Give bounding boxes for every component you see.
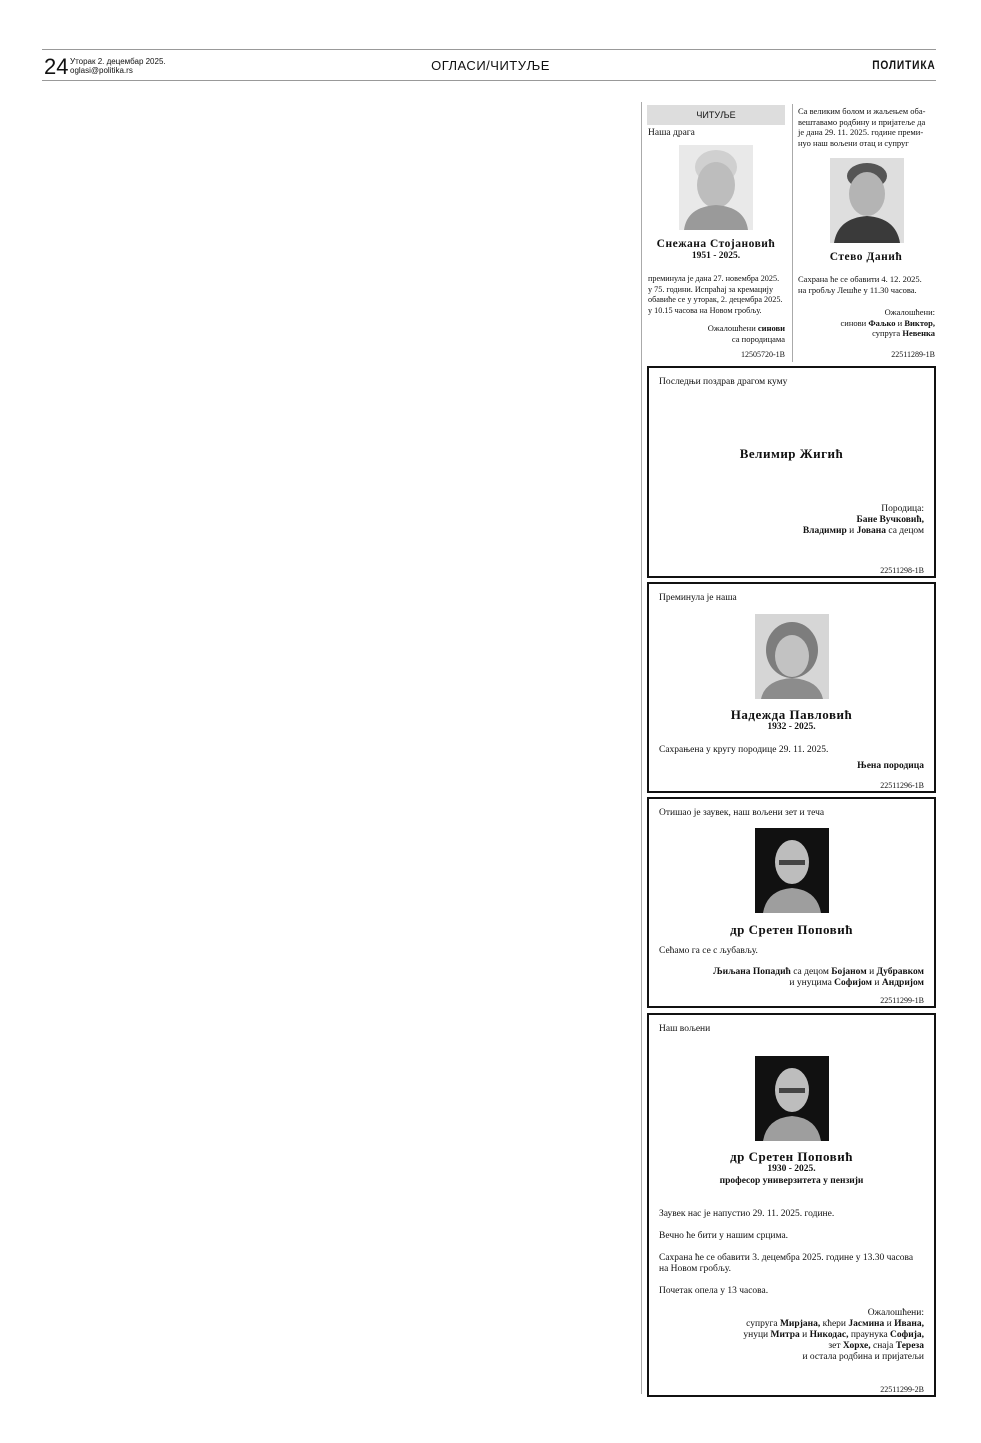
deceased-name: др Сретен Поповић xyxy=(730,1149,853,1164)
portrait-photo xyxy=(755,828,829,913)
deceased-name: Надежда Павловић xyxy=(730,707,853,722)
obituary-body: Сећамо га се с љубављу. xyxy=(659,946,758,956)
obituary-body: Сахрана ће се обавити 4. 12. 2025. на гробљу Лешће у 11.30 часова. xyxy=(798,274,922,295)
deceased-name: Стево Данић xyxy=(829,251,903,263)
deceased-name: Велимир Жигић xyxy=(739,446,844,461)
newspaper-logo: ПОЛИТИКА xyxy=(872,58,936,72)
intro-text: Наш вољени xyxy=(659,1024,711,1034)
paragraph-4: Почетак опела у 13 часова. xyxy=(659,1286,769,1296)
mourners: Породица: Бане Вучковић, Владимир и Јована са децом xyxy=(802,504,924,536)
portrait-photo xyxy=(755,614,829,699)
obituary-zigic xyxy=(647,366,936,578)
deceased-title: професор универзитета у пензији xyxy=(719,1176,864,1186)
obituary-body: Сахрањена у кругу породице 29. 11. 2025. xyxy=(659,745,829,755)
intro-text: Наша драга xyxy=(648,128,695,138)
paragraph-1: Заувек нас је напустио 29. 11. 2025. године. xyxy=(659,1209,835,1219)
intro-text: Са великим болом и жаљењем оба- вештавамо родбину и пријатеље да је дана 29. 11. 2025. године преми- нуо наш вољени отац и супруг xyxy=(798,106,926,148)
paragraph-2: Вечно ће бити у нашим срцима. xyxy=(659,1231,789,1241)
mourners: Ожалошћени синови са породицама xyxy=(707,323,785,344)
page-number: 24 xyxy=(44,54,69,79)
obituary-popovic-2 xyxy=(647,1013,936,1397)
obituary-popovic-1 xyxy=(647,797,936,1008)
mourners: Њена породица xyxy=(857,761,924,771)
life-years: 1932 - 2025. xyxy=(767,722,816,732)
ad-code: 12505720-1В xyxy=(741,350,785,359)
section-tag: ЧИТУЉЕ xyxy=(647,105,785,125)
portrait-photo xyxy=(830,158,904,243)
ad-divider xyxy=(792,104,793,362)
intro-text: Преминула је наша xyxy=(659,593,737,603)
issue-date: Уторак 2. децембар 2025. xyxy=(70,57,166,66)
intro-text: Отишао је заувек, наш вољени зет и теча xyxy=(659,808,825,818)
ad-code: 22511296-1В xyxy=(880,781,924,790)
header-top-rule xyxy=(42,49,936,50)
life-years: 1951 - 2025. xyxy=(691,251,741,261)
mourners: Љиљана Попадић са децом Бојаном и Дубравком и унуцима Софијом и Андријом xyxy=(713,967,924,988)
paragraph-3: Сахрана ће се обавити 3. децембра 2025. године у 13.30 часова на Новом гробљу. xyxy=(659,1253,914,1274)
header-bottom-rule xyxy=(42,80,936,81)
mourners: Ожалошћени: супруга Мирјана, кћери Јасмина и Ивана, унуци Митра и Никодас, праунука Софија, зет Хорхе, снаја Тереза и остала родбина и пријатељи xyxy=(743,1308,924,1362)
section-title: ОГЛАСИ/ЧИТУЉЕ xyxy=(431,58,550,73)
obituary-pavlovic xyxy=(647,582,936,793)
ad-code: 22511298-1В xyxy=(880,566,924,575)
intro-text: Последњи поздрав драгом куму xyxy=(659,377,788,387)
life-years: 1930 - 2025. xyxy=(767,1164,816,1174)
ad-code: 22511289-1В xyxy=(891,350,935,359)
contact-email[interactable]: oglasi@politika.rs xyxy=(70,66,133,75)
obituary-body: преминула је дана 27. новембра 2025. у 75. години. Испраћај за кремацију обавиће се у уторак, 2. децембра 2025. у 10.15 часова на Новом гробљу. xyxy=(648,274,783,315)
portrait-photo xyxy=(679,145,753,230)
column-divider xyxy=(641,102,642,1394)
deceased-name: Снежана Стојановић xyxy=(656,238,776,250)
deceased-name: др Сретен Поповић xyxy=(730,922,853,937)
mourners: Ожалошћени: синови Фаљко и Виктор, супруга Невенка xyxy=(840,307,935,338)
ad-code: 22511299-2В xyxy=(880,1385,924,1394)
portrait-photo xyxy=(755,1056,829,1141)
ad-code: 22511299-1В xyxy=(880,996,924,1005)
